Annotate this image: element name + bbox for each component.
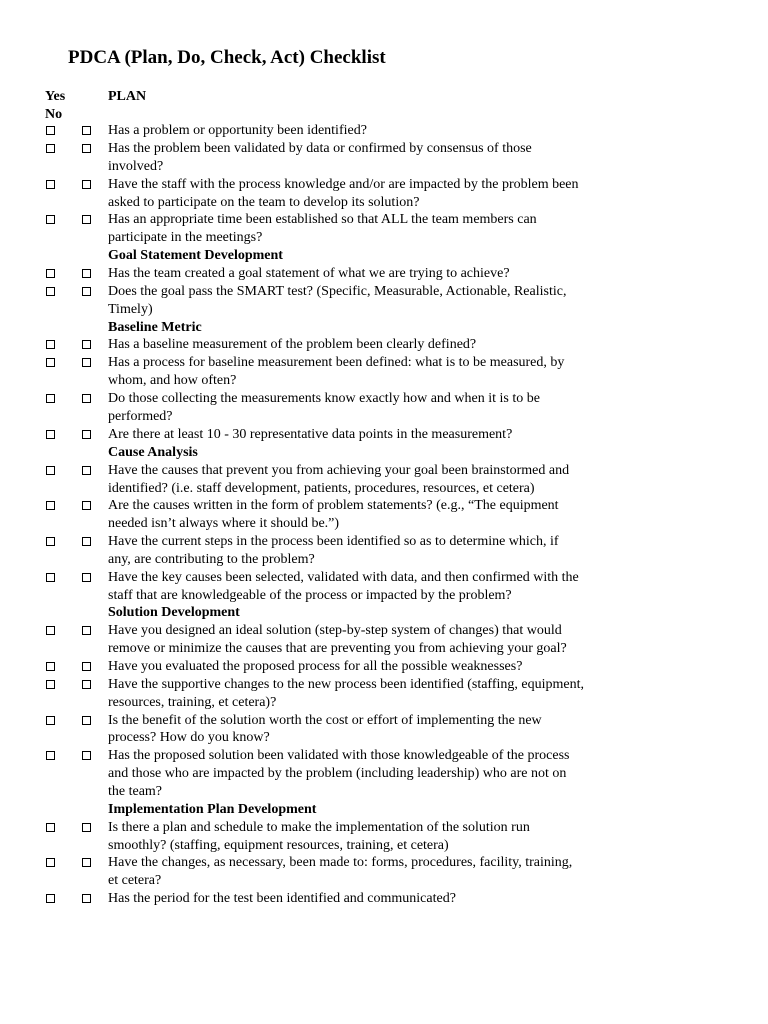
no-checkbox[interactable] xyxy=(82,823,91,832)
no-checkbox[interactable] xyxy=(82,680,91,689)
checklist-question: Have the staff with the process knowledge and/or are impacted by the problem been asked to participate on the team to develop its solution? xyxy=(108,176,579,210)
section-heading: Baseline Metric xyxy=(108,319,202,335)
yes-checkbox[interactable] xyxy=(46,180,55,189)
checklist-question: Are the causes written in the form of problem statements? (e.g., “The equipment needed isn’t always where it should be.”) xyxy=(108,498,559,532)
checklist-question: Do those collecting the measurements know exactly how and when it is to be performed? xyxy=(108,391,540,424)
checklist-item xyxy=(0,569,768,605)
no-checkbox[interactable] xyxy=(82,287,91,296)
no-checkbox[interactable] xyxy=(82,340,91,349)
checklist xyxy=(0,122,768,908)
yes-checkbox[interactable] xyxy=(46,751,55,760)
no-checkbox[interactable] xyxy=(82,215,91,224)
yes-checkbox[interactable] xyxy=(46,394,55,403)
no-checkbox[interactable] xyxy=(82,269,91,278)
no-checkbox[interactable] xyxy=(82,394,91,403)
checklist-question: Have the supportive changes to the new process been identified (staffing, equipment, resources, training, et cetera)? xyxy=(108,676,584,710)
checklist-item xyxy=(0,140,768,176)
no-checkbox[interactable] xyxy=(82,358,91,367)
yes-checkbox[interactable] xyxy=(46,269,55,278)
no-checkbox[interactable] xyxy=(82,751,91,760)
checklist-question: Is there a plan and schedule to make the implementation of the solution run smoothly? (staffing, equipment resources, training, et cetera) xyxy=(108,819,530,853)
yes-checkbox[interactable] xyxy=(46,501,55,510)
checklist-item xyxy=(0,890,768,908)
yes-checkbox[interactable] xyxy=(46,626,55,635)
checklist-item xyxy=(0,354,768,390)
checklist-item xyxy=(0,176,768,212)
checklist-question: Has an appropriate time been established so that ALL the team members can participate in the meetings? xyxy=(108,212,537,246)
yes-column-header: Yes xyxy=(45,89,66,104)
checklist-item xyxy=(0,390,768,426)
yes-checkbox[interactable] xyxy=(46,287,55,296)
checklist-item xyxy=(0,283,768,319)
checklist-question: Has a baseline measurement of the problem been clearly defined? xyxy=(108,337,477,353)
yes-checkbox[interactable] xyxy=(46,858,55,867)
no-checkbox[interactable] xyxy=(82,626,91,635)
no-checkbox[interactable] xyxy=(82,716,91,725)
checklist-question: Has the period for the test been identified and communicated? xyxy=(108,891,456,907)
yes-checkbox[interactable] xyxy=(46,215,55,224)
checklist-item xyxy=(0,854,768,890)
yes-checkbox[interactable] xyxy=(46,537,55,546)
no-checkbox[interactable] xyxy=(82,430,91,439)
no-checkbox[interactable] xyxy=(82,144,91,153)
no-column-header: No xyxy=(45,107,63,122)
no-checkbox[interactable] xyxy=(82,537,91,546)
checklist-question: Have you designed an ideal solution (step-by-step system of changes) that would remove or minimize the causes that are preventing you from achieving your goal? xyxy=(108,623,567,657)
checklist-item xyxy=(0,426,768,444)
section-heading: Cause Analysis xyxy=(108,444,198,460)
checklist-question: Have the key causes been selected, validated with data, and then confirmed with the staff that are knowledgeable of the process or impacted by the problem? xyxy=(108,569,579,603)
checklist-question: Has the proposed solution been validated with those knowledgeable of the process and those who are impacted by the problem (including leadership) who are not on the team? xyxy=(108,748,570,799)
checklist-item xyxy=(0,122,768,140)
no-checkbox[interactable] xyxy=(82,894,91,903)
section-heading: Goal Statement Development xyxy=(108,248,283,264)
checklist-question: Has the problem been validated by data or confirmed by consensus of those involved? xyxy=(108,141,532,174)
checklist-question: Have the causes that prevent you from achieving your goal been brainstormed and identified? (i.e. staff development, patients, procedures, resources, et cetera) xyxy=(108,462,570,496)
yes-checkbox[interactable] xyxy=(46,144,55,153)
checklist-question: Are there at least 10 - 30 representative data points in the measurement? xyxy=(108,426,513,442)
yes-checkbox[interactable] xyxy=(46,680,55,689)
checklist-item xyxy=(0,622,768,658)
checklist-question: Have the changes, as necessary, been made to: forms, procedures, facility, training, et cetera? xyxy=(108,855,573,889)
yes-checkbox[interactable] xyxy=(46,466,55,475)
yes-checkbox[interactable] xyxy=(46,126,55,135)
checklist-question: Does the goal pass the SMART test? (Specific, Measurable, Actionable, Realistic, Timely) xyxy=(108,283,567,317)
no-checkbox[interactable] xyxy=(82,662,91,671)
checklist-question: Has the team created a goal statement of what we are trying to achieve? xyxy=(108,265,510,281)
yes-checkbox[interactable] xyxy=(46,430,55,439)
checklist-question: Has a process for baseline measurement been defined: what is to be measured, by whom, and how often? xyxy=(108,355,565,389)
checklist-item xyxy=(0,497,768,533)
checklist-item xyxy=(0,658,768,676)
checklist-item xyxy=(0,462,768,498)
checklist-item xyxy=(0,819,768,855)
section-heading: Implementation Plan Development xyxy=(108,801,317,817)
yes-checkbox[interactable] xyxy=(46,340,55,349)
no-checkbox[interactable] xyxy=(82,501,91,510)
section-heading: Solution Development xyxy=(108,605,240,621)
plan-section-header: PLAN xyxy=(108,89,147,104)
yes-checkbox[interactable] xyxy=(46,894,55,903)
page-title: PDCA (Plan, Do, Check, Act) Checklist xyxy=(68,47,386,68)
checklist-item xyxy=(0,211,768,247)
yes-checkbox[interactable] xyxy=(46,662,55,671)
no-checkbox[interactable] xyxy=(82,858,91,867)
checklist-item xyxy=(0,747,768,801)
checklist-item xyxy=(0,533,768,569)
checklist-question: Have you evaluated the proposed process for all the possible weaknesses? xyxy=(108,658,523,674)
checklist-item xyxy=(0,265,768,283)
checklist-item xyxy=(0,336,768,354)
checklist-item xyxy=(0,712,768,748)
no-checkbox[interactable] xyxy=(82,573,91,582)
yes-checkbox[interactable] xyxy=(46,573,55,582)
no-checkbox[interactable] xyxy=(82,180,91,189)
checklist-question: Have the current steps in the process been identified so as to determine which, if any, are contributing to the problem? xyxy=(108,534,559,567)
checklist-question: Has a problem or opportunity been identified? xyxy=(108,123,367,138)
yes-checkbox[interactable] xyxy=(46,823,55,832)
yes-checkbox[interactable] xyxy=(46,358,55,367)
checklist-item xyxy=(0,676,768,712)
no-checkbox[interactable] xyxy=(82,466,91,475)
no-checkbox[interactable] xyxy=(82,126,91,135)
yes-checkbox[interactable] xyxy=(46,716,55,725)
checklist-question: Is the benefit of the solution worth the cost or effort of implementing the new process? How do you know? xyxy=(108,712,542,746)
